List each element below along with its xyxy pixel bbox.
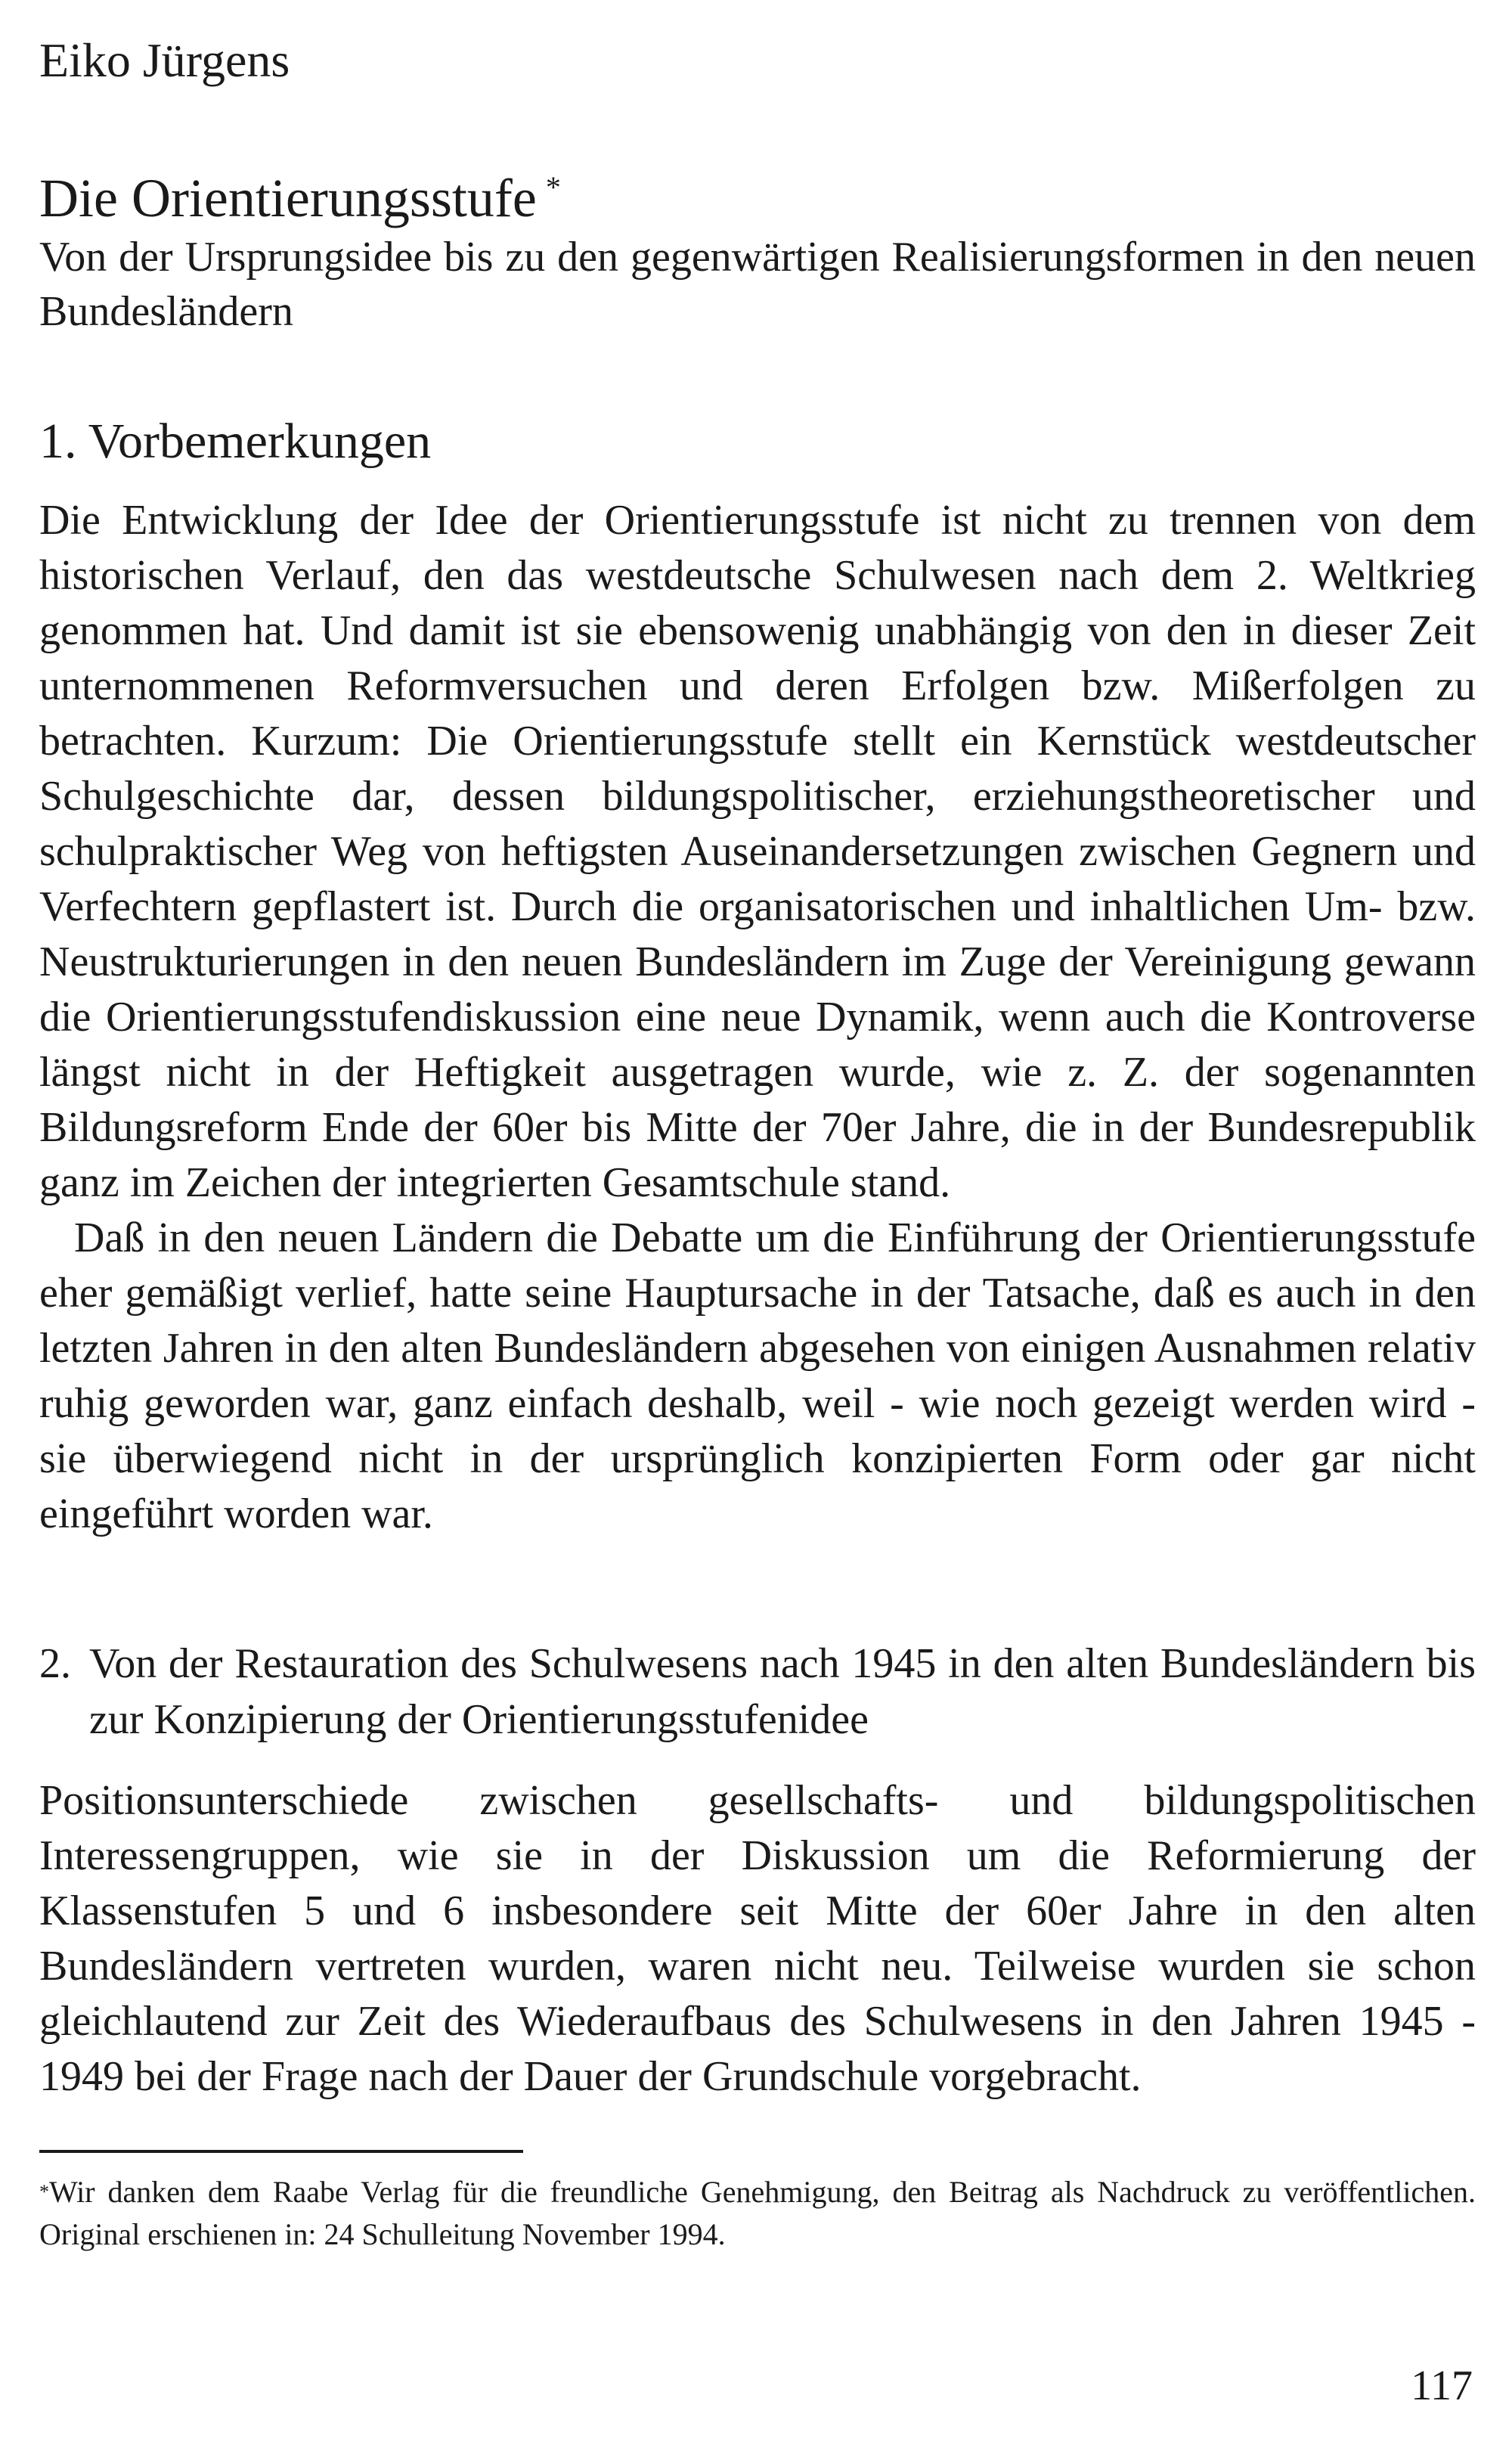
section-1-paragraph-2: Daß in den neuen Ländern die Debatte um die Einführung der Orientierungsstufe eher gemäßigt verlief, hatte seine Hauptursache in der Tatsache, daß es auch in den letzten Jahren in den alten Bundesländern abgesehen von einigen Ausnahmen relativ ruhig geworden war, ganz einfach deshalb, weil - wie noch gezeigt werden wird - sie überwiegend nicht in der ursprünglich konzipierten Form oder gar nicht eingeführt worden war. [39,1214,1476,1537]
footnote-divider [39,2150,523,2153]
section-1-paragraph-1: Die Entwicklung der Idee der Orientierungsstufe ist nicht zu trennen von dem historischen Verlauf, den das westdeutsche Schulwesen nach dem 2. Weltkrieg genommen hat. Und damit ist sie ebensowenig unabhängig von den in dieser Zeit unternommenen Reformversuchen und deren Erfolgen bzw. Mißerfolgen zu betrachten. Kurzum: Die Orientierungsstufe stellt ein Kernstück westdeutscher Schulgeschichte dar, dessen bildungspolitischer, erziehungstheoretischer und schulpraktischer Weg von heftigsten Auseinandersetzungen zwischen Gegnern und Verfechtern gepflastert ist. Durch die organisatorischen und inhaltlichen Um- bzw. Neustrukturierungen in den neuen Bundesländern im Zuge der Vereinigung gewann die Orientierungsstufendiskussion eine neue Dynamik, wenn auch die Kontroverse längst nicht in der Heftigkeit ausgetragen wurde, wie z. Z. der sogenannten Bildungsreform Ende der 60er bis Mitte der 70er Jahre, die in der Bundesrepublik ganz im Zeichen der integrierten Gesamtschule stand. [39,497,1476,1206]
section-2-heading-text: Von der Restauration des Schulwesens nach 1945 in den alten Bundesländern bis zur Konzipierung der Orientierungsstufenidee [89,1640,1476,1743]
section-2-heading [39,1636,1476,1748]
section-1-heading: 1. Vorbemerkungen [39,414,432,469]
section-2-number: 2. [39,1640,71,1687]
section-2-paragraph-1: Positionsunterschiede zwischen gesellschafts- und bildungspolitischen Interessengruppen, wie sie in der Diskussion um die Reformierung der Klassenstufen 5 und 6 insbesondere seit Mitte der 60er Jahre in den alten Bundesländern vertreten wurden, waren nicht neu. Teilweise wurden sie schon gleichlautend zur Zeit des Wiederaufbaus des Schulwesens in den Jahren 1945 - 1949 bei der Frage nach der Dauer der Grundschule vorgebracht. [39,1777,1476,2100]
article-title [39,166,1476,230]
page-number: 117 [1411,2362,1473,2409]
article-title-text: Die Orientierungsstufe [39,168,537,228]
footnote [39,2171,1476,2256]
article-subtitle: Von der Ursprungsidee bis zu den gegenwärtigen Realisierungsformen in den neuen Bundesländern [39,234,1476,335]
author-name: Eiko Jürgens [39,33,290,87]
footnote-text: Wir danken dem Raabe Verlag für die freundliche Genehmigung, den Beitrag als Nachdruck zu veröffentlichen. Original erschienen in: 24 Schulleitung November 1994. [39,2175,1476,2251]
footnote-mark: * [39,2181,49,2203]
page [39,30,1476,2256]
title-footnote-mark: * [545,170,561,204]
